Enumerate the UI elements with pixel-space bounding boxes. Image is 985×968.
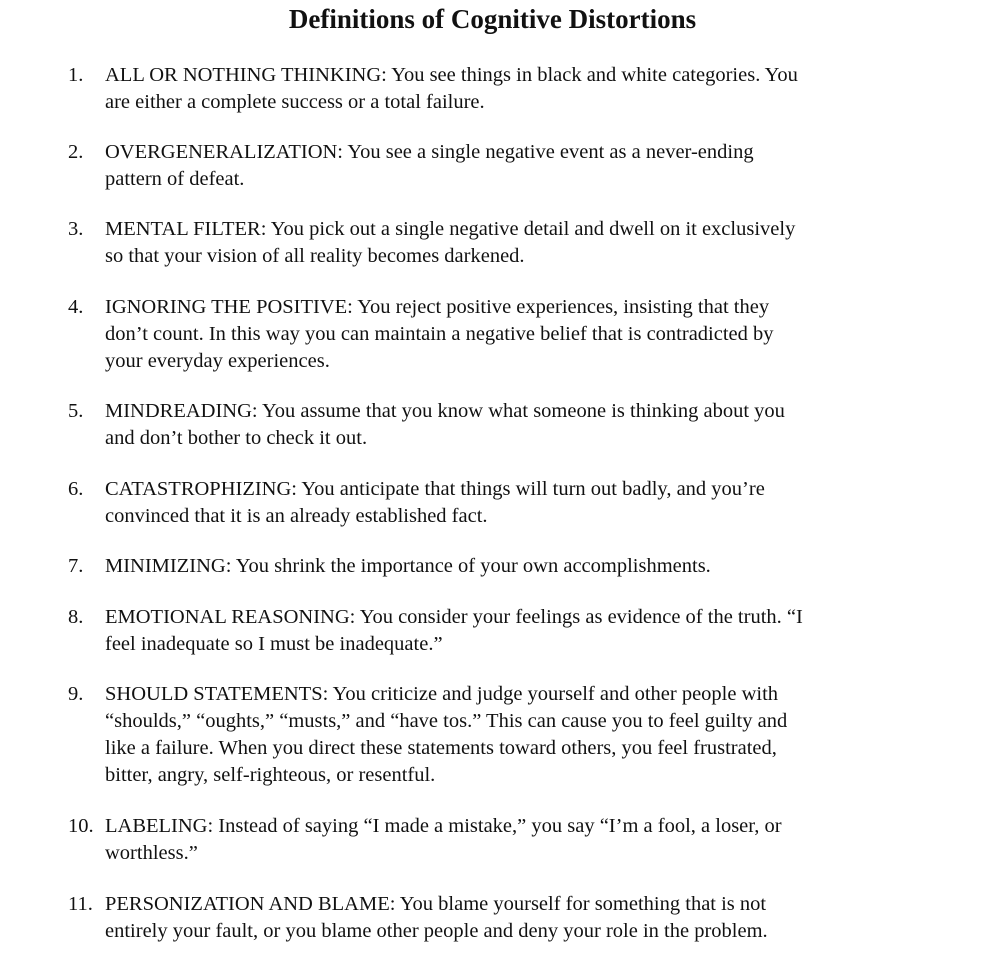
list-item-number: 11. bbox=[68, 893, 93, 915]
list-item-text bbox=[105, 553, 935, 580]
list-item-text bbox=[105, 139, 935, 193]
list-item-line: don’t count. In this way you can maintain a negative belief that is contradicted by bbox=[105, 323, 774, 345]
list-item-number: 5. bbox=[68, 400, 84, 422]
list-item-text bbox=[105, 891, 935, 945]
list-item-line: like a failure. When you direct these statements toward others, you feel frustrated, bbox=[105, 737, 777, 759]
list-item-line: are either a complete success or a total failure. bbox=[105, 91, 485, 113]
list-item-number: 2. bbox=[68, 141, 84, 163]
list-item-text bbox=[105, 681, 935, 789]
list-item-text bbox=[105, 604, 935, 658]
list-item-text bbox=[105, 813, 935, 867]
list-item-line: LABELING: Instead of saying “I made a mistake,” you say “I’m a fool, a loser, or bbox=[105, 815, 782, 837]
list-item-line: and don’t bother to check it out. bbox=[105, 427, 368, 449]
list-item-line: pattern of defeat. bbox=[105, 168, 245, 190]
list-item-line: your everyday experiences. bbox=[105, 350, 330, 372]
list-item-line: IGNORING THE POSITIVE: You reject positive experiences, insisting that they bbox=[105, 296, 770, 318]
list-item-text bbox=[105, 476, 935, 530]
list-item-line: MINDREADING: You assume that you know what someone is thinking about you bbox=[105, 400, 785, 422]
list-item-text bbox=[105, 216, 935, 270]
list-item-line: MINIMIZING: You shrink the importance of your own accomplishments. bbox=[105, 555, 711, 577]
list-item-line: feel inadequate so I must be inadequate.” bbox=[105, 633, 443, 655]
list-item-number: 7. bbox=[68, 555, 84, 577]
page-title: Definitions of Cognitive Distortions bbox=[288, 4, 697, 34]
list-item-text bbox=[105, 398, 935, 452]
list-item-line: PERSONIZATION AND BLAME: You blame yourself for something that is not bbox=[105, 893, 767, 915]
list-item-number: 10. bbox=[68, 815, 94, 837]
list-item-line: bitter, angry, self-righteous, or resentful. bbox=[105, 764, 436, 786]
list-item-line: so that your vision of all reality becomes darkened. bbox=[105, 245, 525, 267]
list-item-text bbox=[105, 62, 935, 116]
list-item-number: 9. bbox=[68, 683, 84, 705]
list-item-text bbox=[105, 294, 935, 375]
list-item-line: entirely your fault, or you blame other people and deny your role in the problem. bbox=[105, 920, 768, 942]
list-item-line: MENTAL FILTER: You pick out a single negative detail and dwell on it exclusively bbox=[105, 218, 796, 240]
list-item-number: 4. bbox=[68, 296, 84, 318]
list-item-line: OVERGENERALIZATION: You see a single negative event as a never-ending bbox=[105, 141, 754, 163]
list-item-line: SHOULD STATEMENTS: You criticize and judge yourself and other people with bbox=[105, 683, 779, 705]
list-item-line: EMOTIONAL REASONING: You consider your feelings as evidence of the truth. “I bbox=[105, 606, 803, 628]
list-item-line: convinced that it is an already established fact. bbox=[105, 505, 488, 527]
list-item-number: 3. bbox=[68, 218, 84, 240]
list-item-line: worthless.” bbox=[105, 842, 198, 864]
list-item-line: CATASTROPHIZING: You anticipate that things will turn out badly, and you’re bbox=[105, 478, 765, 500]
list-item-number: 1. bbox=[68, 64, 84, 86]
list-item-number: 8. bbox=[68, 606, 84, 628]
list-item-number: 6. bbox=[68, 478, 84, 500]
list-item-line: “shoulds,” “oughts,” “musts,” and “have tos.” This can cause you to feel guilty and bbox=[105, 710, 788, 732]
list-item-line: ALL OR NOTHING THINKING: You see things in black and white categories. You bbox=[105, 64, 798, 86]
